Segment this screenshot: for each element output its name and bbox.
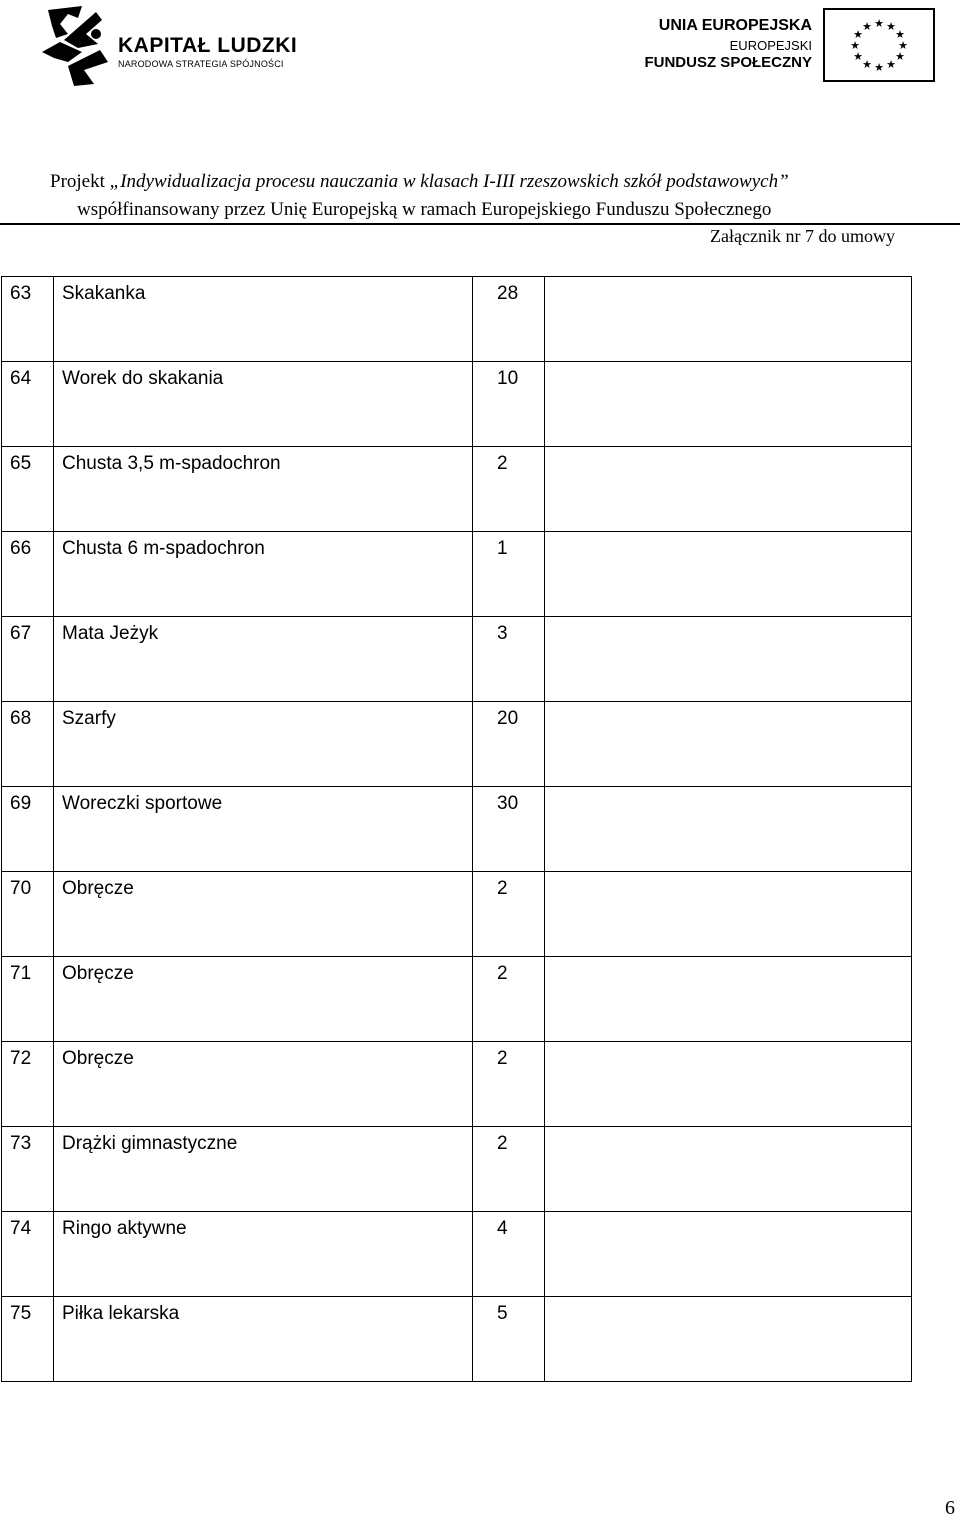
row-number: 69	[10, 793, 32, 814]
svg-text:★: ★	[895, 50, 905, 63]
table-row	[2, 1297, 912, 1382]
svg-text:★: ★	[862, 58, 872, 71]
empty-cell	[545, 447, 912, 532]
row-number: 68	[10, 708, 32, 729]
item-name: Chusta 3,5 m-spadochron	[62, 453, 281, 474]
svg-text:★: ★	[850, 39, 860, 52]
svg-text:★: ★	[853, 50, 863, 63]
project-title: „Indywidualizacja procesu nauczania w klasach I-III rzeszowskich szkół podstawowych”	[109, 171, 789, 192]
item-name: Obręcze	[62, 963, 134, 984]
item-name: Skakanka	[62, 283, 146, 304]
item-quantity: 10	[497, 368, 519, 389]
empty-cell	[545, 787, 912, 872]
svg-text:★: ★	[862, 20, 872, 33]
kapital-ludzki-emblem-icon	[38, 4, 116, 90]
item-name: Drążki gimnastyczne	[62, 1133, 238, 1154]
eu-efs-logo	[644, 8, 940, 84]
row-number: 67	[10, 623, 32, 644]
empty-cell	[545, 1212, 912, 1297]
item-quantity: 28	[497, 283, 519, 304]
row-number: 63	[10, 283, 32, 304]
empty-cell	[545, 702, 912, 787]
table-row	[2, 447, 912, 532]
row-number: 64	[10, 368, 32, 389]
eu-logo-line2: EUROPEJSKI	[729, 38, 812, 53]
equipment-table	[1, 276, 912, 1382]
empty-cell	[545, 532, 912, 617]
empty-cell	[545, 1042, 912, 1127]
kapital-ludzki-title: KAPITAŁ LUDZKI	[118, 34, 298, 57]
empty-cell	[545, 872, 912, 957]
item-name: Woreczki sportowe	[62, 793, 223, 814]
item-quantity: 30	[497, 793, 519, 814]
project-prefix: Projekt	[50, 171, 110, 192]
table-row	[2, 957, 912, 1042]
row-number: 75	[10, 1303, 32, 1324]
empty-cell	[545, 957, 912, 1042]
project-title-line	[50, 171, 789, 193]
empty-cell	[545, 1127, 912, 1212]
row-number: 72	[10, 1048, 32, 1069]
item-name: Obręcze	[62, 878, 134, 899]
svg-text:★: ★	[874, 17, 884, 30]
row-number: 70	[10, 878, 32, 899]
row-number: 74	[10, 1218, 32, 1239]
svg-text:★: ★	[898, 39, 908, 52]
table-row	[2, 787, 912, 872]
eu-logo-line3: FUNDUSZ SPOŁECZNY	[644, 54, 812, 71]
item-quantity: 3	[497, 623, 508, 644]
row-number: 71	[10, 963, 32, 984]
empty-cell	[545, 277, 912, 362]
item-name: Ringo aktywne	[62, 1218, 187, 1239]
item-name: Piłka lekarska	[62, 1303, 180, 1324]
svg-text:★: ★	[886, 20, 896, 33]
table-row	[2, 532, 912, 617]
table-row	[2, 277, 912, 362]
item-quantity: 5	[497, 1303, 508, 1324]
table-row	[2, 1127, 912, 1212]
empty-cell	[545, 617, 912, 702]
page-number: 6	[945, 1497, 955, 1519]
item-quantity: 2	[497, 453, 508, 474]
eu-logo-line1: UNIA EUROPEJSKA	[658, 17, 812, 34]
row-number: 65	[10, 453, 32, 474]
header-divider	[0, 223, 960, 225]
item-quantity: 2	[497, 963, 508, 984]
svg-text:★: ★	[853, 28, 863, 41]
kapital-ludzki-subtitle: NARODOWA STRATEGIA SPÓJNOŚCI	[118, 59, 284, 69]
item-name: Obręcze	[62, 1048, 134, 1069]
empty-cell	[545, 362, 912, 447]
item-quantity: 2	[497, 1133, 508, 1154]
item-name: Mata Jeżyk	[62, 623, 159, 644]
item-name: Chusta 6 m-spadochron	[62, 538, 265, 559]
row-number: 66	[10, 538, 32, 559]
eu-flag-icon	[823, 8, 935, 82]
table-row	[2, 362, 912, 447]
svg-text:★: ★	[874, 61, 884, 74]
svg-text:★: ★	[886, 58, 896, 71]
empty-cell	[545, 1297, 912, 1382]
svg-text:★: ★	[895, 28, 905, 41]
annex-label: Załącznik nr 7 do umowy	[710, 226, 895, 246]
item-quantity: 2	[497, 1048, 508, 1069]
item-quantity: 2	[497, 878, 508, 899]
item-quantity: 1	[497, 538, 508, 559]
item-name: Szarfy	[62, 708, 116, 729]
table-row	[2, 702, 912, 787]
kapital-ludzki-logo	[38, 4, 318, 90]
table-row	[2, 617, 912, 702]
item-quantity: 4	[497, 1218, 508, 1239]
table-row	[2, 1042, 912, 1127]
item-quantity: 20	[497, 708, 519, 729]
table-row	[2, 1212, 912, 1297]
table-row	[2, 872, 912, 957]
row-number: 73	[10, 1133, 32, 1154]
item-name: Worek do skakania	[62, 368, 224, 389]
cofinance-line: współfinansowany przez Unię Europejską w ramach Europejskiego Funduszu Społecznego	[77, 199, 772, 220]
